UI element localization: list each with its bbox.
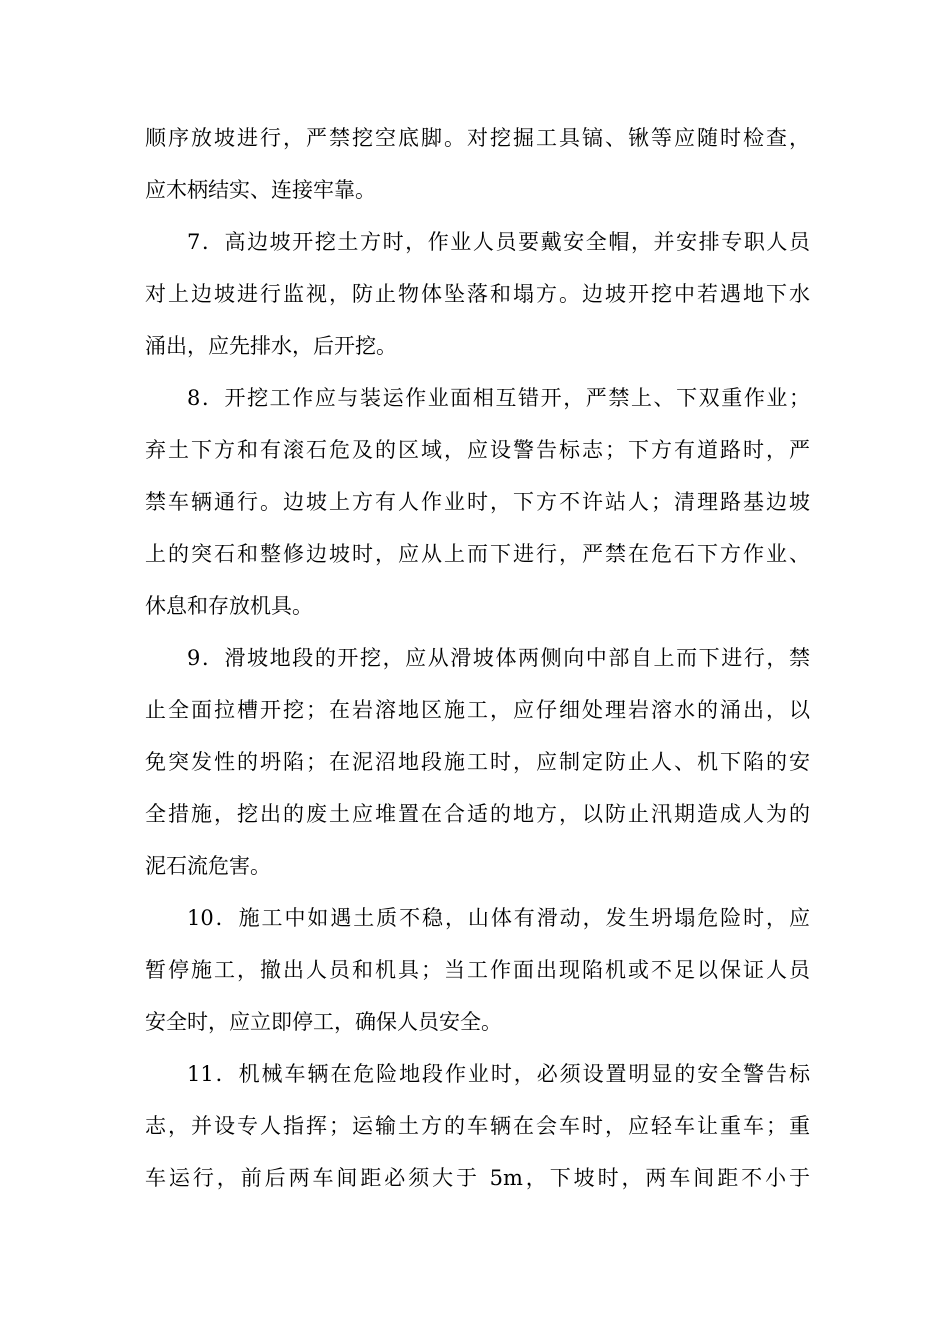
text-line: 涌出，应先排水，后开挖。 bbox=[145, 334, 397, 358]
text-line: 车运行，前后两车间距必须大于 5m，下坡时，两车间距不小于 bbox=[145, 1166, 810, 1190]
text-line: 全措施，挖出的废土应堆置在合适的地方，以防止汛期造成人为的 bbox=[145, 802, 810, 826]
text-line: 上的突石和整修边坡时，应从上而下进行，严禁在危石下方作业、 bbox=[145, 542, 810, 566]
text-line: 休息和存放机具。 bbox=[145, 594, 313, 618]
text-line: 8．开挖工作应与装运作业面相互错开，严禁上、下双重作业； bbox=[187, 386, 810, 410]
text-line: 免突发性的坍陷；在泥沼地段施工时，应制定防止人、机下陷的安 bbox=[145, 750, 810, 774]
text-line: 顺序放坡进行，严禁挖空底脚。对挖掘工具镐、锹等应随时检查， bbox=[145, 126, 810, 150]
text-line: 7．高边坡开挖土方时，作业人员要戴安全帽，并安排专职人员 bbox=[187, 230, 810, 254]
text-line: 志，并设专人指挥；运输土方的车辆在会车时，应轻车让重车；重 bbox=[145, 1114, 810, 1138]
text-line: 禁车辆通行。边坡上方有人作业时，下方不许站人；清理路基边坡 bbox=[145, 490, 810, 514]
text-line: 对上边坡进行监视，防止物体坠落和塌方。边坡开挖中若遇地下水 bbox=[145, 282, 810, 306]
text-line: 应木柄结实、连接牢靠。 bbox=[145, 178, 376, 202]
text-line: 暂停施工，撤出人员和机具；当工作面出现陷机或不足以保证人员 bbox=[145, 958, 810, 982]
text-line: 止全面拉槽开挖；在岩溶地区施工，应仔细处理岩溶水的涌出，以 bbox=[145, 698, 810, 722]
text-line: 泥石流危害。 bbox=[145, 854, 271, 878]
text-line: 11．机械车辆在危险地段作业时，必须设置明显的安全警告标 bbox=[187, 1062, 810, 1086]
text-line: 9．滑坡地段的开挖，应从滑坡体两侧向中部自上而下进行，禁 bbox=[187, 646, 810, 670]
text-line: 弃土下方和有滚石危及的区域，应设警告标志；下方有道路时，严 bbox=[145, 438, 810, 462]
text-line: 安全时，应立即停工，确保人员安全。 bbox=[145, 1010, 502, 1034]
text-line: 10．施工中如遇土质不稳，山体有滑动，发生坍塌危险时，应 bbox=[187, 906, 810, 930]
document-body bbox=[145, 116, 810, 1208]
